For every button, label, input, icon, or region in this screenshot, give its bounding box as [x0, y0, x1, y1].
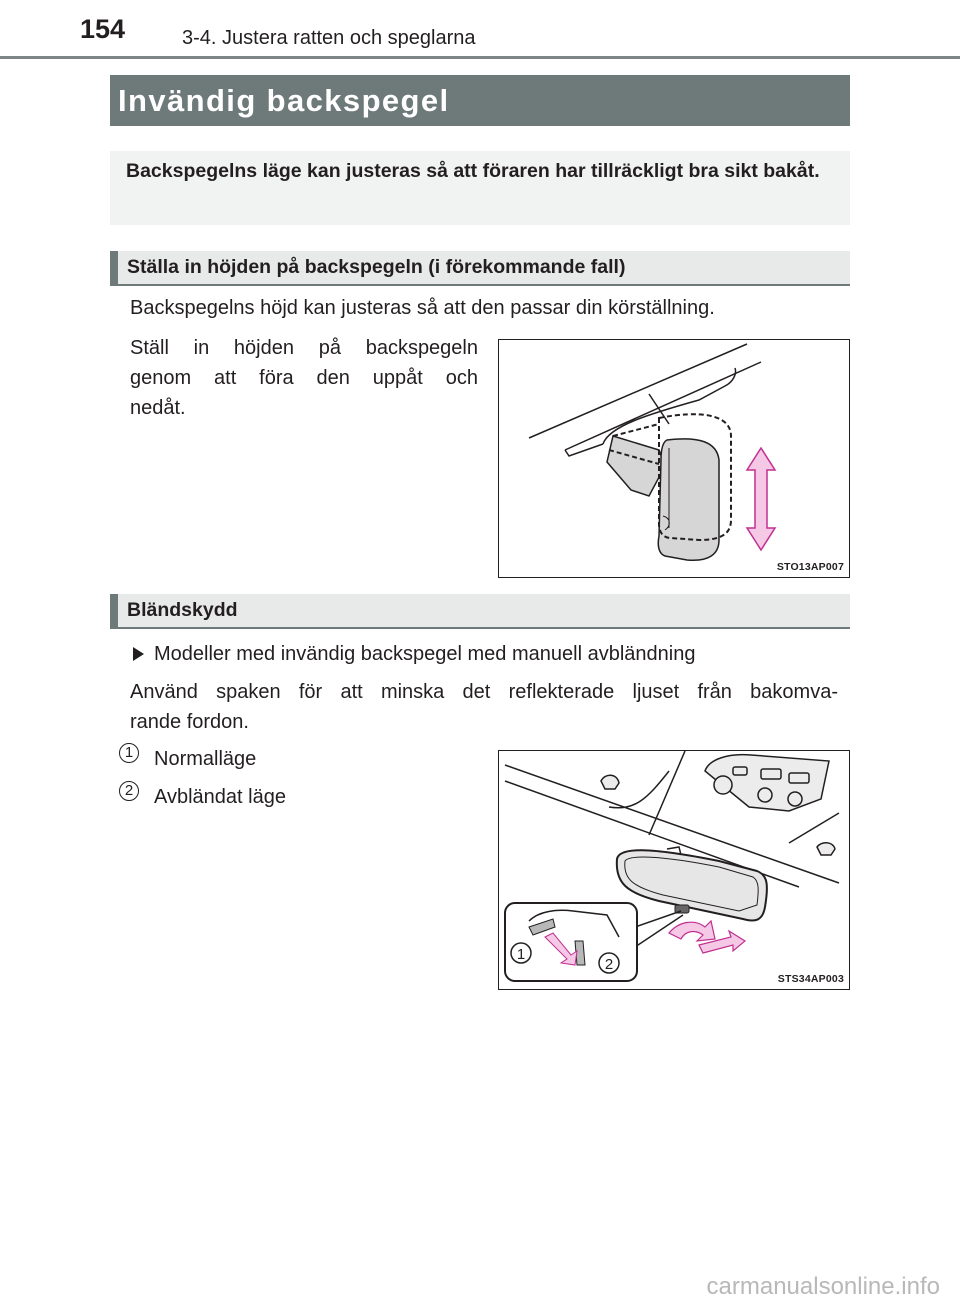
callout-2: 2 — [119, 781, 139, 801]
bullet-triangle-icon — [133, 647, 144, 661]
section-heading-antiglare: Bländskydd — [110, 594, 850, 629]
mirror-height-illustration — [499, 340, 848, 576]
antiglare-paragraph-line-1: Använd spaken för att minska det reflekterade ljuset från bakomva- — [130, 681, 838, 703]
inset-callout-1: 1 — [516, 946, 526, 963]
height-paragraph: Backspegelns höjd kan justeras så att den passar din körställning. — [130, 297, 715, 319]
height-instruction — [130, 333, 478, 423]
figure-antiglare-lever — [498, 750, 850, 990]
figure-mirror-height — [498, 339, 850, 578]
figure-code: STS34AP003 — [777, 973, 844, 985]
height-instruction-line-1: Ställ in höjden på backspegeln — [130, 337, 478, 359]
flip-lever-arrow-icon — [669, 921, 715, 941]
intro-box — [110, 151, 850, 225]
up-down-arrow-icon — [747, 448, 775, 550]
callout-1: 1 — [119, 743, 139, 763]
chapter-title: 3-4. Justera ratten och speglarna — [182, 27, 476, 49]
item-antiglare-position: Avbländat läge — [154, 786, 286, 808]
height-instruction-line-2: genom att föra den uppåt och — [130, 367, 478, 389]
height-instruction-line-3: nedåt. — [130, 397, 186, 419]
page-title: Invändig backspegel — [110, 75, 850, 126]
page-number: 154 — [80, 14, 126, 44]
antiglare-paragraph — [130, 677, 838, 737]
figure-code: STO13AP007 — [776, 561, 844, 573]
model-bullet: Modeller med invändig backspegel med manuell avbländning — [154, 643, 696, 665]
antiglare-paragraph-line-2: rande fordon. — [130, 711, 249, 733]
item-normal-position: Normalläge — [154, 748, 257, 770]
section-heading-height: Ställa in höjden på backspegeln (i förekommande fall) — [110, 251, 850, 286]
watermark: carmanualsonline.info — [706, 1273, 940, 1300]
header-divider — [0, 56, 960, 59]
inset-callout-2: 2 — [604, 956, 614, 973]
antiglare-lever-illustration — [499, 751, 848, 988]
intro-text: Backspegelns läge kan justeras så att föraren har tillräckligt bra sikt bakåt. — [126, 160, 820, 182]
